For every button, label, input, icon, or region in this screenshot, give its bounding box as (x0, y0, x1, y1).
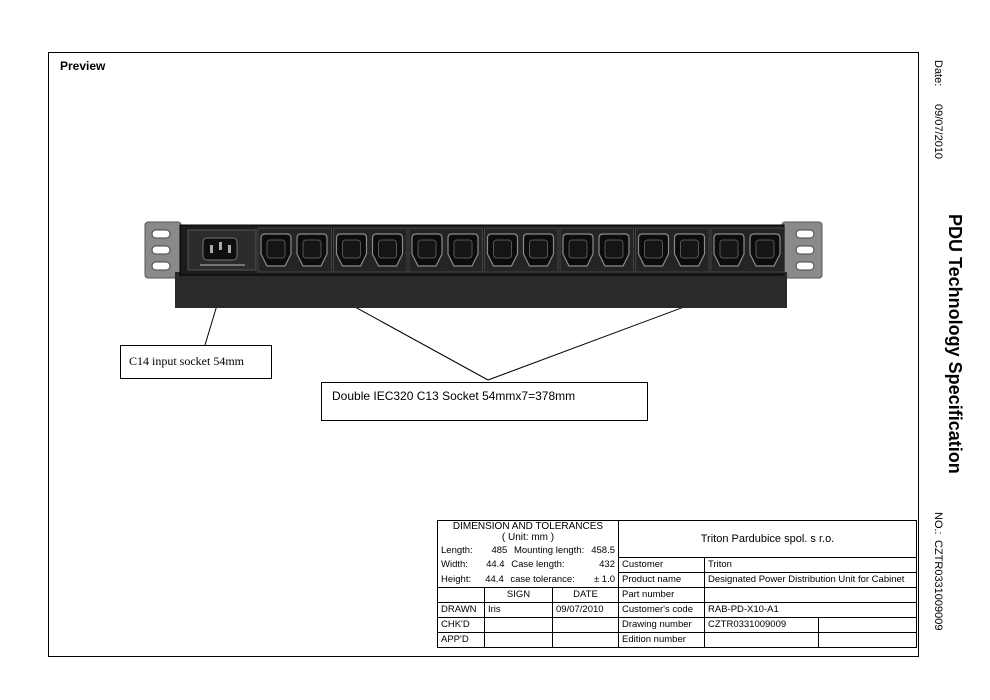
customers-code-value: RAB-PD-X10-A1 (705, 602, 917, 617)
edition-extra-cell (819, 632, 917, 647)
preview-label: Preview (60, 59, 106, 73)
company-name: Triton Pardubice spol. s r.o. (700, 532, 835, 545)
title-block-table (437, 520, 917, 648)
height-value: 44.4 (485, 573, 504, 585)
case-length-value: 432 (599, 559, 615, 570)
drawn-sign: Iris (485, 602, 553, 617)
width-row (438, 557, 619, 572)
c13-socket-face (379, 240, 397, 258)
c13-callout-text: Double IEC320 C13 Socket 54mmx7=378mm (332, 389, 576, 403)
customers-code-label: Customer's code (619, 602, 705, 617)
c13-socket-face (756, 240, 774, 258)
company-cell (619, 521, 917, 558)
length-value: 485 (491, 544, 508, 556)
case-tolerance-label: case tolerance: (510, 573, 575, 585)
customer-label: Customer (619, 557, 705, 572)
right-mount-bracket (782, 222, 822, 278)
edition-number-value (705, 632, 819, 647)
c13-socket-face (303, 240, 321, 258)
approved-date (553, 632, 619, 647)
c13-socket-face (267, 240, 285, 258)
checked-date (553, 617, 619, 632)
approved-label: APP'D (438, 632, 485, 647)
sign-header: SIGN (485, 587, 553, 602)
drawing-number-value: CZTR0331009009 (705, 617, 819, 632)
approved-sign (485, 632, 553, 647)
product-name-value: Designated Power Distribution Unit for Cabinet (705, 572, 917, 587)
left-mount-bracket (145, 222, 181, 278)
date-label: Date: (932, 60, 944, 87)
document-title: PDU Technology Specification (945, 214, 965, 474)
c14-callout-text: C14 input socket 54mm (129, 354, 244, 368)
length-row (438, 543, 619, 557)
c13-socket-face (494, 240, 512, 258)
c14-callout-box (120, 345, 272, 379)
c13-callout-box (321, 382, 648, 421)
c13-socket-face (681, 240, 699, 258)
c13-socket-face (569, 240, 587, 258)
height-label: Height: (441, 573, 472, 585)
c13-socket-group (258, 228, 785, 272)
drawing-extra-cell (819, 617, 917, 632)
width-label: Width: (441, 559, 468, 570)
document-number: CZTR0331009009 (932, 540, 944, 631)
empty-cell (438, 587, 485, 602)
mounting-length-label: Mounting length: (513, 544, 585, 556)
c13-socket-face (343, 240, 361, 258)
length-label: Length: (441, 544, 473, 556)
c14-inlet-icon (188, 230, 256, 270)
width-value: 44.4 (486, 559, 505, 570)
part-number-label: Part number (619, 587, 705, 602)
case-length-label: Case length: (511, 559, 565, 570)
date-value: 09/07/2010 (932, 104, 944, 160)
mounting-length-value: 458.5 (591, 544, 615, 556)
checked-sign (485, 617, 553, 632)
dimension-title: DIMENSION AND TOLERANCES (452, 521, 604, 532)
drawn-date: 09/07/2010 (553, 602, 619, 617)
c13-socket-face (720, 240, 738, 258)
pdu-case-lower (175, 272, 787, 308)
customer-value: Triton (705, 557, 917, 572)
document-number-label: NO.: (932, 512, 944, 535)
height-row (438, 572, 619, 587)
c13-socket-face (454, 240, 472, 258)
c13-socket-face (530, 240, 548, 258)
part-number-value (705, 587, 917, 602)
c13-socket-face (418, 240, 436, 258)
product-name-label: Product name (619, 572, 705, 587)
c13-socket-face (605, 240, 623, 258)
c13-socket-face (645, 240, 663, 258)
dimension-unit: ( Unit: mm ) (501, 532, 555, 543)
drawn-label: DRAWN (438, 602, 485, 617)
case-tolerance-value: ± 1.0 (593, 573, 615, 585)
drawing-number-label: Drawing number (619, 617, 705, 632)
checked-label: CHK'D (438, 617, 485, 632)
date-header: DATE (553, 587, 619, 602)
dimension-title-cell (438, 521, 619, 544)
edition-number-label: Edition number (619, 632, 705, 647)
